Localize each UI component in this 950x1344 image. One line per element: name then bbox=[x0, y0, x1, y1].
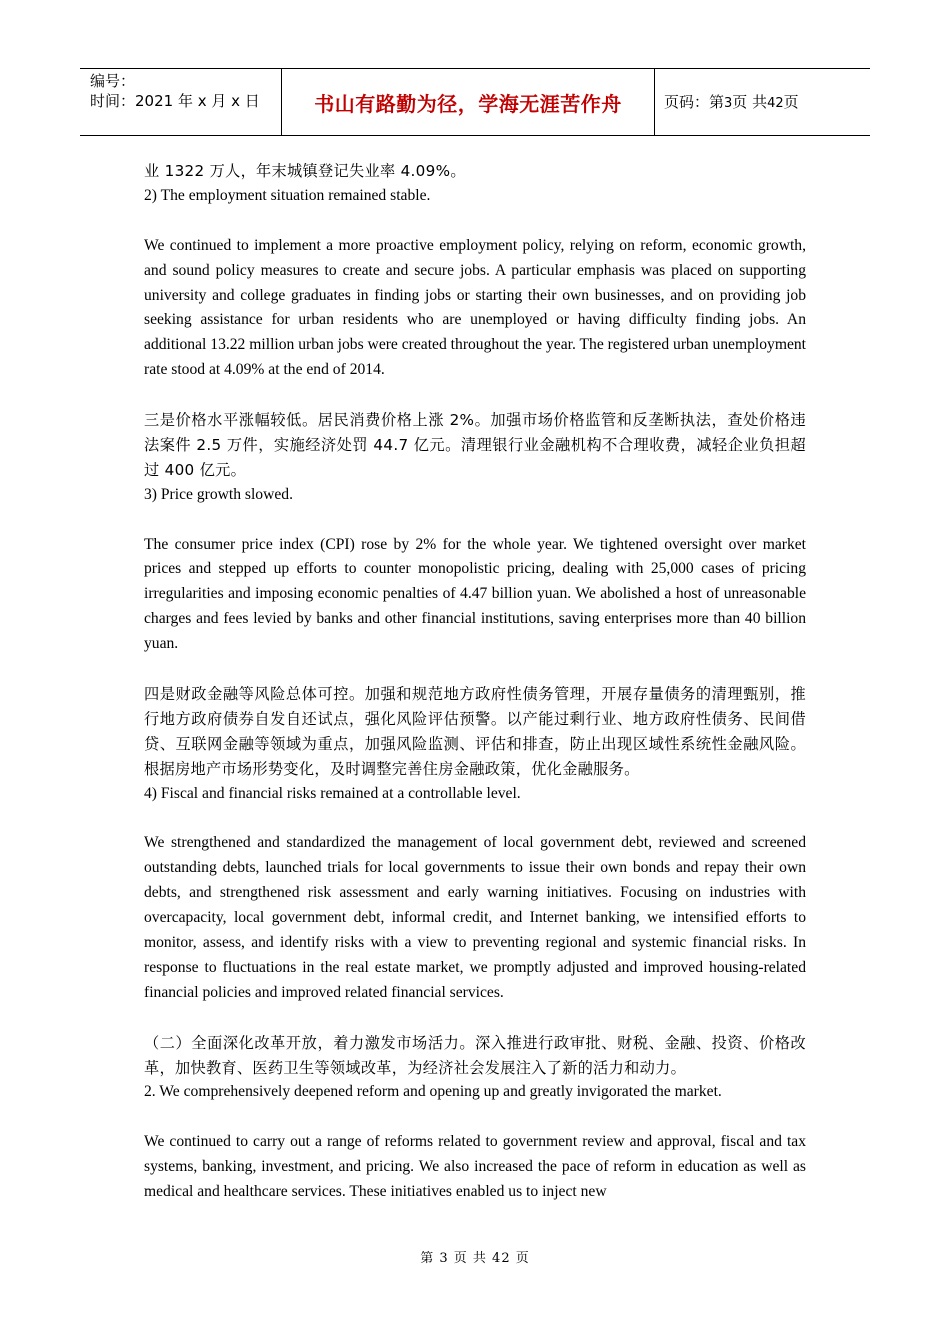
paragraph-english: We continued to implement a more proactive employment policy, relying on reform, economic growth, and sound policy measures to create and secure jobs. A particular emphasis was placed on supporting university and college graduates in finding jobs or starting their own businesses, and on providing job seeking assistance for urban residents who are unemployed or having difficulty finding jobs. An additional 13.22 million urban jobs were created throughout the year. The registered urban unemployment rate stood at 4.09% at the end of 2014. bbox=[144, 236, 806, 379]
page-header bbox=[80, 68, 870, 136]
header-motto: 书山有路勤为径，学海无涯苦作舟 bbox=[314, 91, 622, 116]
page-footer: 第 3 页 共 42 页 bbox=[420, 1251, 530, 1266]
page-code-current: 3 bbox=[724, 96, 733, 111]
paragraph-heading: 4) Fiscal and financial risks remained at a controllable level. bbox=[144, 784, 521, 802]
document-body bbox=[144, 159, 806, 1205]
paragraph-english: The consumer price index (CPI) rose by 2% for the whole year. We tightened oversight over market prices and stepped up efforts to counter monopolistic pricing, dealing with 25,000 cases of pricing irregularities and imposing economic penalties of 4.47 billion yuan. We abolished a host of unreasonable charges and fees levied by banks and other financial institutions, saving enterprises more than 40 billion yuan. bbox=[144, 535, 806, 653]
header-page-code bbox=[664, 91, 799, 112]
paragraph-heading: 3) Price growth slowed. bbox=[144, 485, 293, 503]
paragraph-heading: 2) The employment situation remained stable. bbox=[144, 186, 431, 204]
page-code-suffix: 页 bbox=[783, 93, 799, 111]
header-meta bbox=[80, 69, 281, 135]
paragraph-english: We strengthened and standardized the management of local government debt, reviewed and screened outstanding debts, launched trials for local governments to issue their own bonds and repay their own debts, and strengthened risk assessment and early warning initiatives. Focusing on industries with overcapacity, local government debt, informal credit, and Internet banking, we intensified efforts to monitor, assess, and identify risks with a view to preventing regional and systemic financial risks. In response to fluctuations in the real estate market, we promptly adjusted and improved housing-related financial policies and improved related financial services. bbox=[144, 834, 806, 1001]
header-divider bbox=[654, 69, 655, 135]
paragraph-chinese: （二）全面深化改革开放，着力激发市场活力。深入推进行政审批、财税、金融、投资、价格改革，加快教育、医药卫生等领域改革，为经济社会发展注入了新的活力和动力。 bbox=[144, 1033, 806, 1077]
document-date-label: 时间：2021 年 x 月 x 日 bbox=[90, 92, 260, 110]
document-number-label: 编号： bbox=[90, 72, 136, 90]
paragraph-chinese: 三是价格水平涨幅较低。居民消费价格上涨 2%。加强市场价格监管和反垄断执法，查处价格违法案件 2.5 万件，实施经济处罚 44.7 亿元。清理银行业金融机构不合理收费，减轻企业负担超过 400 亿元。 bbox=[144, 411, 806, 479]
page-code-mid: 页 共 bbox=[732, 93, 768, 111]
paragraph-english: We continued to carry out a range of reforms related to government review and approval, fiscal and tax systems, banking, investment, and pricing. We also increased the pace of reform in education as well as medical and healthcare services. These initiatives enabled us to inject new bbox=[144, 1133, 806, 1201]
paragraph-chinese: 四是财政金融等风险总体可控。加强和规范地方政府性债务管理，开展存量债务的清理甄别，推行地方政府债券自发自还试点，强化风险评估预警。以产能过剩行业、地方政府性债务、民间借贷、互联网金融等领域为重点，加强风险监测、评估和排查，防止出现区域性系统性金融风险。根据房地产市场形势变化，及时调整完善住房金融政策，优化金融服务。 bbox=[144, 684, 806, 778]
page-code-total: 42 bbox=[767, 96, 784, 111]
paragraph-heading: 2. We comprehensively deepened reform and opening up and greatly invigorated the market. bbox=[144, 1083, 722, 1101]
paragraph-chinese: 业 1322 万人，年末城镇登记失业率 4.09%。 bbox=[144, 162, 466, 180]
page-code-prefix: 页码：第 bbox=[664, 93, 725, 111]
